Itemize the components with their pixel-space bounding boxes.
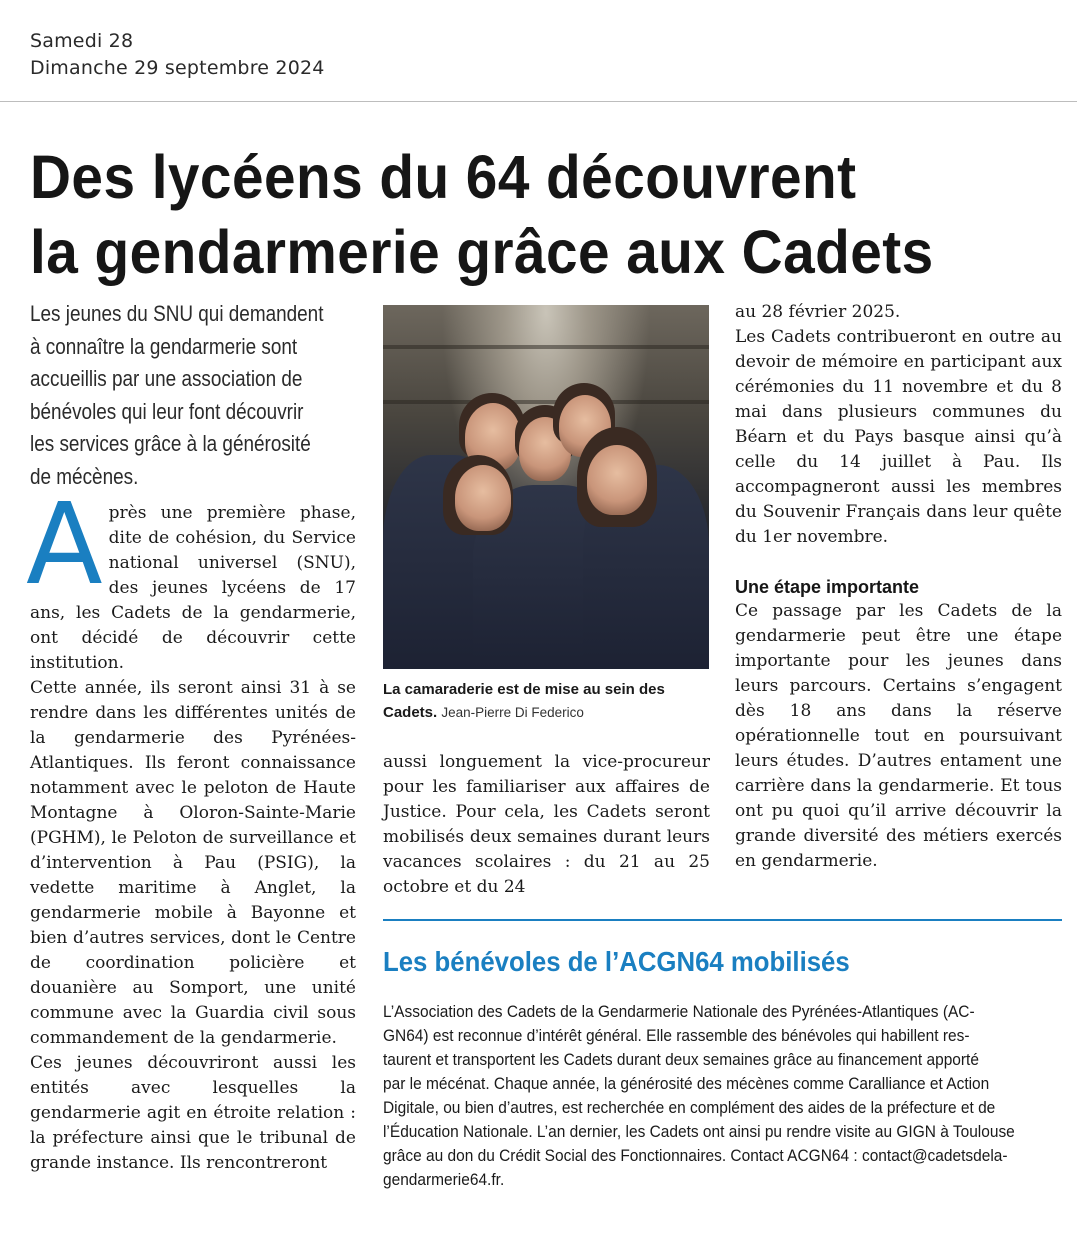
- caption-text-end: Cadets.: [383, 704, 438, 721]
- paragraph-justice: aussi longuement la vice-procureur pour les familiariser aux affaires de Justice. Pour cela, les Cadets seront mobilisés deux semaines durant leurs vacances scolaires : du 21 au 25 octobre et du 24: [383, 752, 710, 897]
- lead-line: accueillis par une association de: [30, 366, 303, 391]
- photo-figure-face: [455, 465, 511, 531]
- headline-line-2: la gendarmerie grâce aux Cadets: [30, 218, 934, 286]
- article-column-1: [26, 480, 356, 1176]
- date-line-1: Samedi 28: [30, 30, 134, 52]
- photo-credit: Jean-Pierre Di Federico: [441, 705, 584, 720]
- box-text: [383, 1000, 1063, 1192]
- box-line: Digitale, ou bien d’autres, est recherchée en complément des aides de la préfecture et de: [383, 1098, 996, 1117]
- intro-text: près une première phase, dite de cohésion, du Service national universel (SNU), des jeunes lycéens de 17 ans, les Cadets de la gendarmerie, ont décidé de découvrir cette institution.: [30, 503, 356, 673]
- box-line: L’Association des Cadets de la Gendarmerie Nationale des Pyrénées-Atlantiques (AC-: [383, 1002, 975, 1021]
- header-divider: [0, 101, 1077, 102]
- box-line: par le mécénat. Chaque année, la générosité des mécènes comme Caralliance et Action: [383, 1074, 990, 1093]
- box-divider: [383, 919, 1062, 921]
- box-line: gendarmerie64.fr.: [383, 1170, 505, 1189]
- article-column-3: [735, 300, 1062, 874]
- paragraph-intro: [26, 480, 356, 676]
- section-subheading: Une étape importante: [735, 577, 920, 597]
- paragraph-entities: Ces jeunes découvriront aussi les entités avec lesquelles la gendarmerie agit en étroite relation : la préfecture ainsi que le tribunal de grande instance. Ils rencontreront: [30, 1053, 356, 1173]
- lead-line: de mécènes.: [30, 463, 139, 489]
- paragraph-important-step: Ce passage par les Cadets de la gendarmerie peut être une étape importante pour les jeunes dans leurs parcours. Certains s’engagent dès 18 ans dans la réserve opérationnelle tout en poursuivant leurs études. D’autres entament une carrière dans la gendarmerie. Et tous ont pu quoi qu’il arrive découvrir la grande diversité des métiers exercés en gendarmerie.: [735, 601, 1062, 871]
- caption-line-2: [383, 701, 713, 724]
- photo-ceiling-beam: [383, 400, 709, 404]
- box-title: Les bénévoles de l’ACGN64 mobilisés: [383, 946, 850, 977]
- drop-cap: A: [26, 480, 103, 610]
- paragraph-units: Cette année, ils seront ainsi 31 à se rendre dans les différentes unités de la gendarmerie des Pyrénées-Atlantiques. Ils feront connaissance notamment avec le peloton de Haute Montagne à Oloron-Sainte-Marie (PGHM), le Peloton de surveillance et d’intervention à Pau (PSIG), la vedette maritime à Anglet, la gendarmerie mobile à Bayonne et bien d’autres services, dont le Centre de coordination policière et douanière au Somport, une unité commune avec la Guardia civil sous commandement de la gendarmerie.: [30, 678, 356, 1048]
- paragraph-dates-end: au 28 février 2025.: [735, 302, 901, 322]
- article-photo: [383, 305, 709, 669]
- lead-line: à connaître la gendarmerie sont: [30, 333, 298, 359]
- article-lead: [30, 298, 365, 493]
- lead-line: les services grâce à la générosité: [30, 431, 311, 456]
- box-line: taurent et transportent les Cadets durant deux semaines grâce au financement apporté: [383, 1050, 979, 1069]
- lead-line: Les jeunes du SNU qui demandent: [30, 301, 324, 326]
- lead-line: bénévoles qui leur font découvrir: [30, 398, 304, 424]
- article-headline: [30, 140, 988, 290]
- article-column-2: [383, 750, 710, 900]
- photo-figure-face: [587, 445, 647, 515]
- box-line: l’Éducation Nationale. L’an dernier, les Cadets ont ainsi pu rendre visite au GIGN à Toulouse: [383, 1122, 1015, 1141]
- box-line: GN64) est reconnue d’intérêt général. Elle rassemble des bénévoles qui habillent res-: [383, 1026, 970, 1045]
- photo-caption: [383, 678, 713, 724]
- box-line: grâce au don du Crédit Social des Fonctionnaires. Contact ACGN64 : contact@cadetsdela-: [383, 1146, 1008, 1165]
- caption-text: La camaraderie est de mise au sein des: [383, 681, 665, 698]
- headline-line-1: Des lycéens du 64 découvrent: [30, 143, 857, 211]
- photo-ceiling-beam: [383, 345, 709, 349]
- paragraph-memory: Les Cadets contribueront en outre au devoir de mémoire en participant aux cérémonies du 11 novembre et du 8 mai dans plusieurs communes du Béarn et du Pays basque ainsi qu’à celle du 14 juillet à Pau. Ils accompagneront aussi les membres du Souvenir Français dans leur quête du 1er novembre.: [735, 327, 1062, 547]
- date-line-2: Dimanche 29 septembre 2024: [30, 57, 325, 79]
